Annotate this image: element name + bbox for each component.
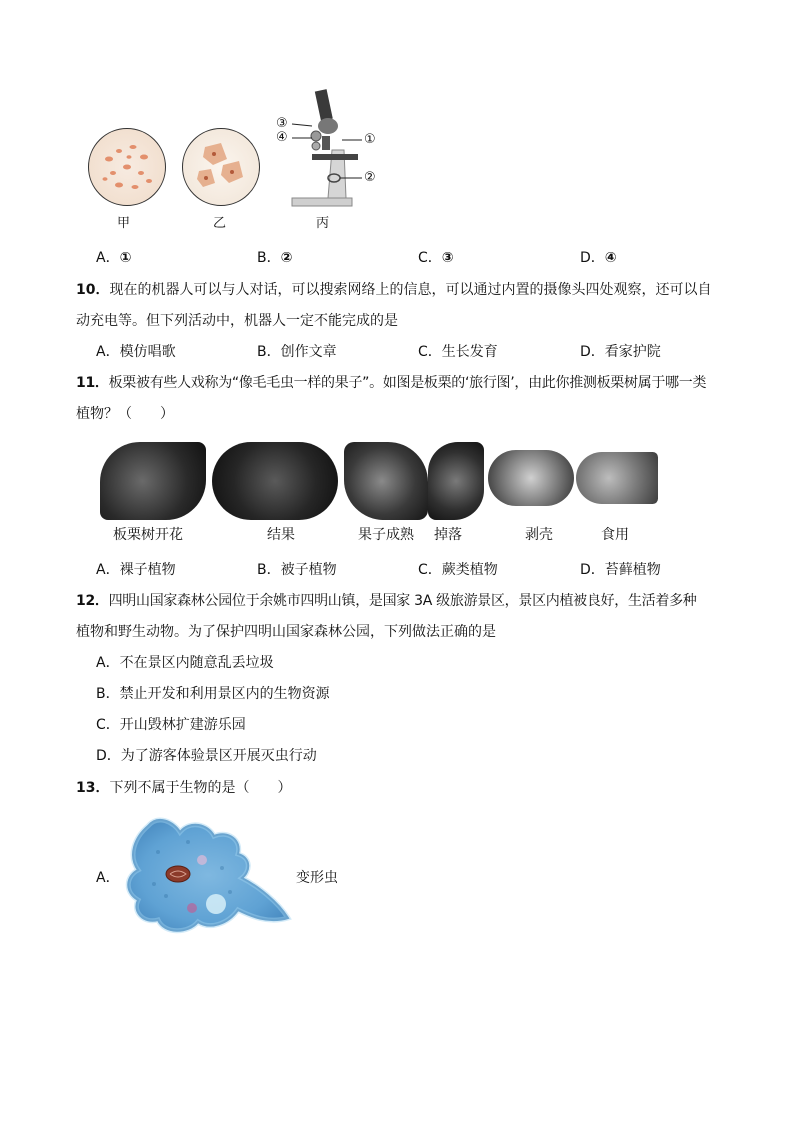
q10-option-d[interactable]: D．看家护院 <box>580 344 661 360</box>
chestnut-falling-image <box>428 442 484 520</box>
microscope-label-2: ② <box>364 170 376 185</box>
q11-option-c[interactable]: C．蕨类植物 <box>418 562 498 578</box>
q11-option-b[interactable]: B．被子植物 <box>257 562 337 578</box>
chestnut-peeling-image <box>488 450 574 506</box>
q10-option-b[interactable]: B．创作文章 <box>257 344 337 360</box>
q12-option-a[interactable]: A．不在景区内随意乱丢垃圾 <box>96 655 274 671</box>
q12-option-b[interactable]: B．禁止开发和利用景区内的生物资源 <box>96 686 330 702</box>
q11-stem-line2: 植物？（ ） <box>76 406 174 422</box>
caption-jia: 甲 <box>117 216 131 231</box>
q9-option-c[interactable]: C．③ <box>418 250 454 266</box>
q11-caption-flowering: 板栗树开花 <box>113 527 183 543</box>
q12-number: 12． <box>76 593 109 609</box>
cells-jia-graphic <box>89 129 165 205</box>
chestnut-flowering-image <box>100 442 206 520</box>
caption-yi: 乙 <box>213 216 227 231</box>
q12-stem-line1: 12．四明山国家森林公园位于余姚市四明山镇，是国家 3A 级旅游景区，景区内植被良好，生活着多种 <box>76 593 697 609</box>
q10-option-a[interactable]: A．模仿唱歌 <box>96 344 176 360</box>
q13-number: 13． <box>76 780 110 796</box>
q11-stem-line1: 11．板栗被有些人戏称为“像毛毛虫一样的果子”。如图是板栗的‘旅行图’，由此你推测板栗树属于哪一类 <box>76 375 707 391</box>
q12-option-c[interactable]: C．开山毁林扩建游乐园 <box>96 717 246 733</box>
chestnut-eating-image <box>576 452 658 504</box>
q13-option-a-label: 变形虫 <box>296 870 338 886</box>
q13-option-a[interactable]: A． <box>96 870 120 886</box>
q9-option-b[interactable]: B．② <box>257 250 293 266</box>
q11-caption-falling: 掉落 <box>434 527 462 543</box>
q11-option-d[interactable]: D．苔藓植物 <box>580 562 661 578</box>
microscope-figure <box>272 86 382 208</box>
q10-stem-line2: 动充电等。但下列活动中，机器人一定不能完成的是 <box>76 313 398 329</box>
q12-option-d[interactable]: D．为了游客体验景区开展灭虫行动 <box>96 748 317 764</box>
q11-caption-peeling: 剥壳 <box>525 527 553 543</box>
q12-stem-line2: 植物和野生动物。为了保护四明山国家森林公园，下列做法正确的是 <box>76 624 496 640</box>
cells-yi-graphic <box>183 129 259 205</box>
slide-yi-image <box>182 128 260 206</box>
q11-caption-fruiting: 结果 <box>267 527 295 543</box>
q13-stem: 13．下列不属于生物的是（ ） <box>76 780 292 796</box>
q9-option-d[interactable]: D．④ <box>580 250 617 266</box>
amoeba-graphic <box>118 812 292 936</box>
microscope-graphic <box>272 86 382 208</box>
amoeba-image <box>118 812 292 936</box>
q11-option-a[interactable]: A．裸子植物 <box>96 562 176 578</box>
q10-stem-line1: 10．现在的机器人可以与人对话，可以搜索网络上的信息，可以通过内置的摄像头四处观察，还可以自 <box>76 282 712 298</box>
chestnut-ripe-image <box>344 442 428 520</box>
q10-option-c[interactable]: C．生长发育 <box>418 344 498 360</box>
slide-jia-image <box>88 128 166 206</box>
q11-number: 11． <box>76 375 109 391</box>
microscope-label-1: ① <box>364 132 376 147</box>
q9-option-a[interactable]: A．① <box>96 250 132 266</box>
microscope-label-4: ④ <box>276 130 288 145</box>
chestnut-fruiting-image <box>212 442 338 520</box>
q11-caption-eating: 食用 <box>601 527 629 543</box>
q11-caption-ripe: 果子成熟 <box>358 527 414 543</box>
caption-bing: 丙 <box>316 216 330 231</box>
q10-number: 10． <box>76 282 110 298</box>
microscope-label-3: ③ <box>276 116 288 131</box>
